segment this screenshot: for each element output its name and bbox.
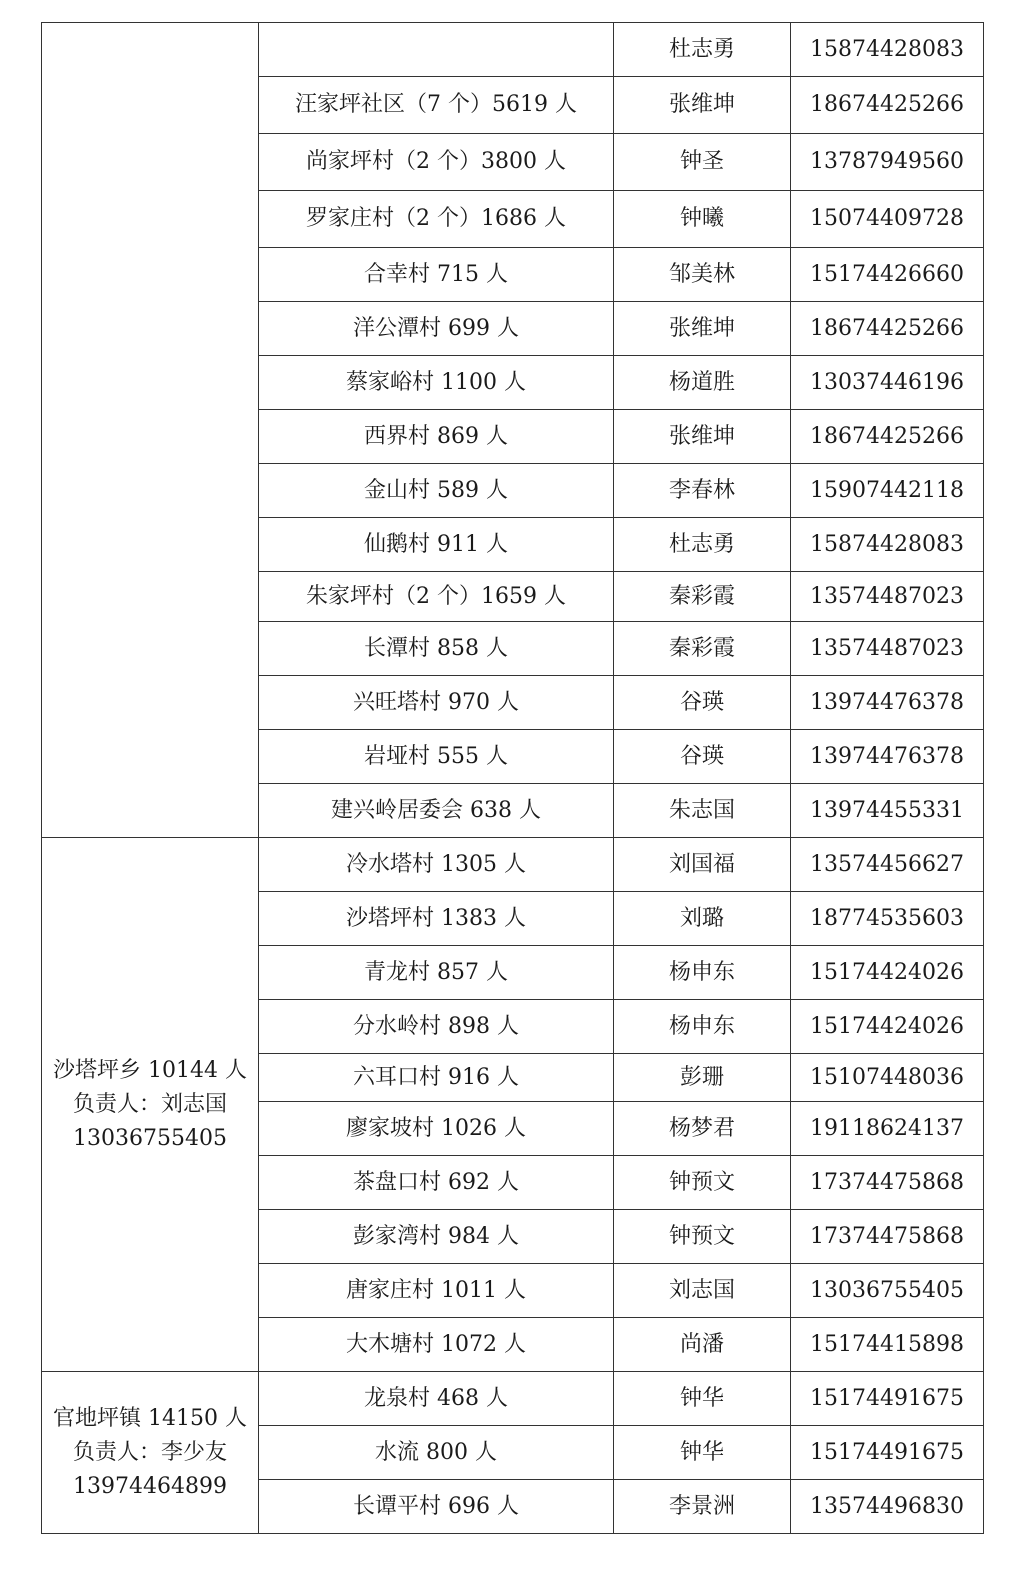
phone-cell: 18674425266 (791, 410, 984, 464)
person-cell: 谷瑛 (614, 676, 791, 730)
township-line: 沙塔坪乡 10144 人 (53, 1057, 247, 1083)
township-cell (42, 23, 259, 838)
phone-cell: 15174415898 (791, 1318, 984, 1372)
phone-cell: 18674425266 (791, 77, 984, 134)
village-cell: 分水岭村 898 人 (259, 1000, 614, 1054)
village-cell: 罗家庄村（2 个）1686 人 (259, 191, 614, 248)
township-line: 13036755405 (73, 1125, 227, 1151)
person-cell: 张维坤 (614, 410, 791, 464)
person-cell: 彭珊 (614, 1054, 791, 1102)
phone-cell: 15874428083 (791, 518, 984, 572)
person-cell: 杨申东 (614, 946, 791, 1000)
phone-cell: 19118624137 (791, 1102, 984, 1156)
village-cell: 金山村 589 人 (259, 464, 614, 518)
village-cell: 廖家坡村 1026 人 (259, 1102, 614, 1156)
person-cell: 杜志勇 (614, 518, 791, 572)
village-cell: 彭家湾村 984 人 (259, 1210, 614, 1264)
village-cell: 兴旺塔村 970 人 (259, 676, 614, 730)
person-cell: 钟预文 (614, 1156, 791, 1210)
village-cell: 合幸村 715 人 (259, 248, 614, 302)
village-cell: 长潭村 858 人 (259, 622, 614, 676)
village-cell: 水流 800 人 (259, 1426, 614, 1480)
phone-cell: 15107448036 (791, 1054, 984, 1102)
phone-cell: 15174426660 (791, 248, 984, 302)
village-cell: 沙塔坪村 1383 人 (259, 892, 614, 946)
phone-cell: 15174491675 (791, 1426, 984, 1480)
person-cell: 尚潘 (614, 1318, 791, 1372)
person-cell: 刘璐 (614, 892, 791, 946)
contact-table-body (42, 23, 984, 1534)
phone-cell: 15174424026 (791, 946, 984, 1000)
person-cell: 秦彩霞 (614, 572, 791, 622)
person-cell: 杨道胜 (614, 356, 791, 410)
person-cell: 邹美林 (614, 248, 791, 302)
person-cell: 张维坤 (614, 302, 791, 356)
person-cell: 张维坤 (614, 77, 791, 134)
phone-cell: 13974476378 (791, 730, 984, 784)
village-cell: 冷水塔村 1305 人 (259, 838, 614, 892)
person-cell: 钟曦 (614, 191, 791, 248)
person-cell: 杜志勇 (614, 23, 791, 77)
person-cell: 刘国福 (614, 838, 791, 892)
phone-cell: 18774535603 (791, 892, 984, 946)
village-cell: 长谭平村 696 人 (259, 1480, 614, 1534)
village-cell: 仙鹅村 911 人 (259, 518, 614, 572)
phone-cell: 18674425266 (791, 302, 984, 356)
village-cell (259, 23, 614, 77)
table-row (42, 23, 984, 77)
village-cell: 洋公潭村 699 人 (259, 302, 614, 356)
phone-cell: 15874428083 (791, 23, 984, 77)
person-cell: 钟华 (614, 1426, 791, 1480)
person-cell: 李春林 (614, 464, 791, 518)
person-cell: 杨申东 (614, 1000, 791, 1054)
township-line: 负责人：刘志国 (72, 1091, 227, 1117)
village-cell: 西界村 869 人 (259, 410, 614, 464)
township-cell (42, 838, 259, 1372)
phone-cell: 17374475868 (791, 1156, 984, 1210)
village-cell: 蔡家峪村 1100 人 (259, 356, 614, 410)
person-cell: 李景洲 (614, 1480, 791, 1534)
phone-cell: 13974476378 (791, 676, 984, 730)
township-line: 13974464899 (73, 1473, 227, 1499)
village-cell: 龙泉村 468 人 (259, 1372, 614, 1426)
village-cell: 汪家坪社区（7 个）5619 人 (259, 77, 614, 134)
person-cell: 钟预文 (614, 1210, 791, 1264)
person-cell: 朱志国 (614, 784, 791, 838)
phone-cell: 13036755405 (791, 1264, 984, 1318)
phone-cell: 17374475868 (791, 1210, 984, 1264)
village-cell: 朱家坪村（2 个）1659 人 (259, 572, 614, 622)
village-cell: 茶盘口村 692 人 (259, 1156, 614, 1210)
phone-cell: 15074409728 (791, 191, 984, 248)
township-cell (42, 1372, 259, 1534)
village-cell: 青龙村 857 人 (259, 946, 614, 1000)
township-line: 官地坪镇 14150 人 (53, 1405, 247, 1431)
phone-cell: 13574487023 (791, 622, 984, 676)
phone-cell: 13574456627 (791, 838, 984, 892)
person-cell: 刘志国 (614, 1264, 791, 1318)
phone-cell: 15174424026 (791, 1000, 984, 1054)
phone-cell: 13974455331 (791, 784, 984, 838)
village-cell: 唐家庄村 1011 人 (259, 1264, 614, 1318)
contact-table (41, 22, 984, 1534)
phone-cell: 13574496830 (791, 1480, 984, 1534)
phone-cell: 13037446196 (791, 356, 984, 410)
person-cell: 谷瑛 (614, 730, 791, 784)
village-cell: 建兴岭居委会 638 人 (259, 784, 614, 838)
person-cell: 秦彩霞 (614, 622, 791, 676)
phone-cell: 13574487023 (791, 572, 984, 622)
phone-cell: 15174491675 (791, 1372, 984, 1426)
phone-cell: 13787949560 (791, 134, 984, 191)
village-cell: 岩垭村 555 人 (259, 730, 614, 784)
phone-cell: 15907442118 (791, 464, 984, 518)
village-cell: 大木塘村 1072 人 (259, 1318, 614, 1372)
person-cell: 钟圣 (614, 134, 791, 191)
table-row (42, 838, 984, 892)
person-cell: 杨梦君 (614, 1102, 791, 1156)
person-cell: 钟华 (614, 1372, 791, 1426)
village-cell: 六耳口村 916 人 (259, 1054, 614, 1102)
village-cell: 尚家坪村（2 个）3800 人 (259, 134, 614, 191)
table-row (42, 1372, 984, 1426)
township-line: 负责人：李少友 (72, 1439, 227, 1465)
